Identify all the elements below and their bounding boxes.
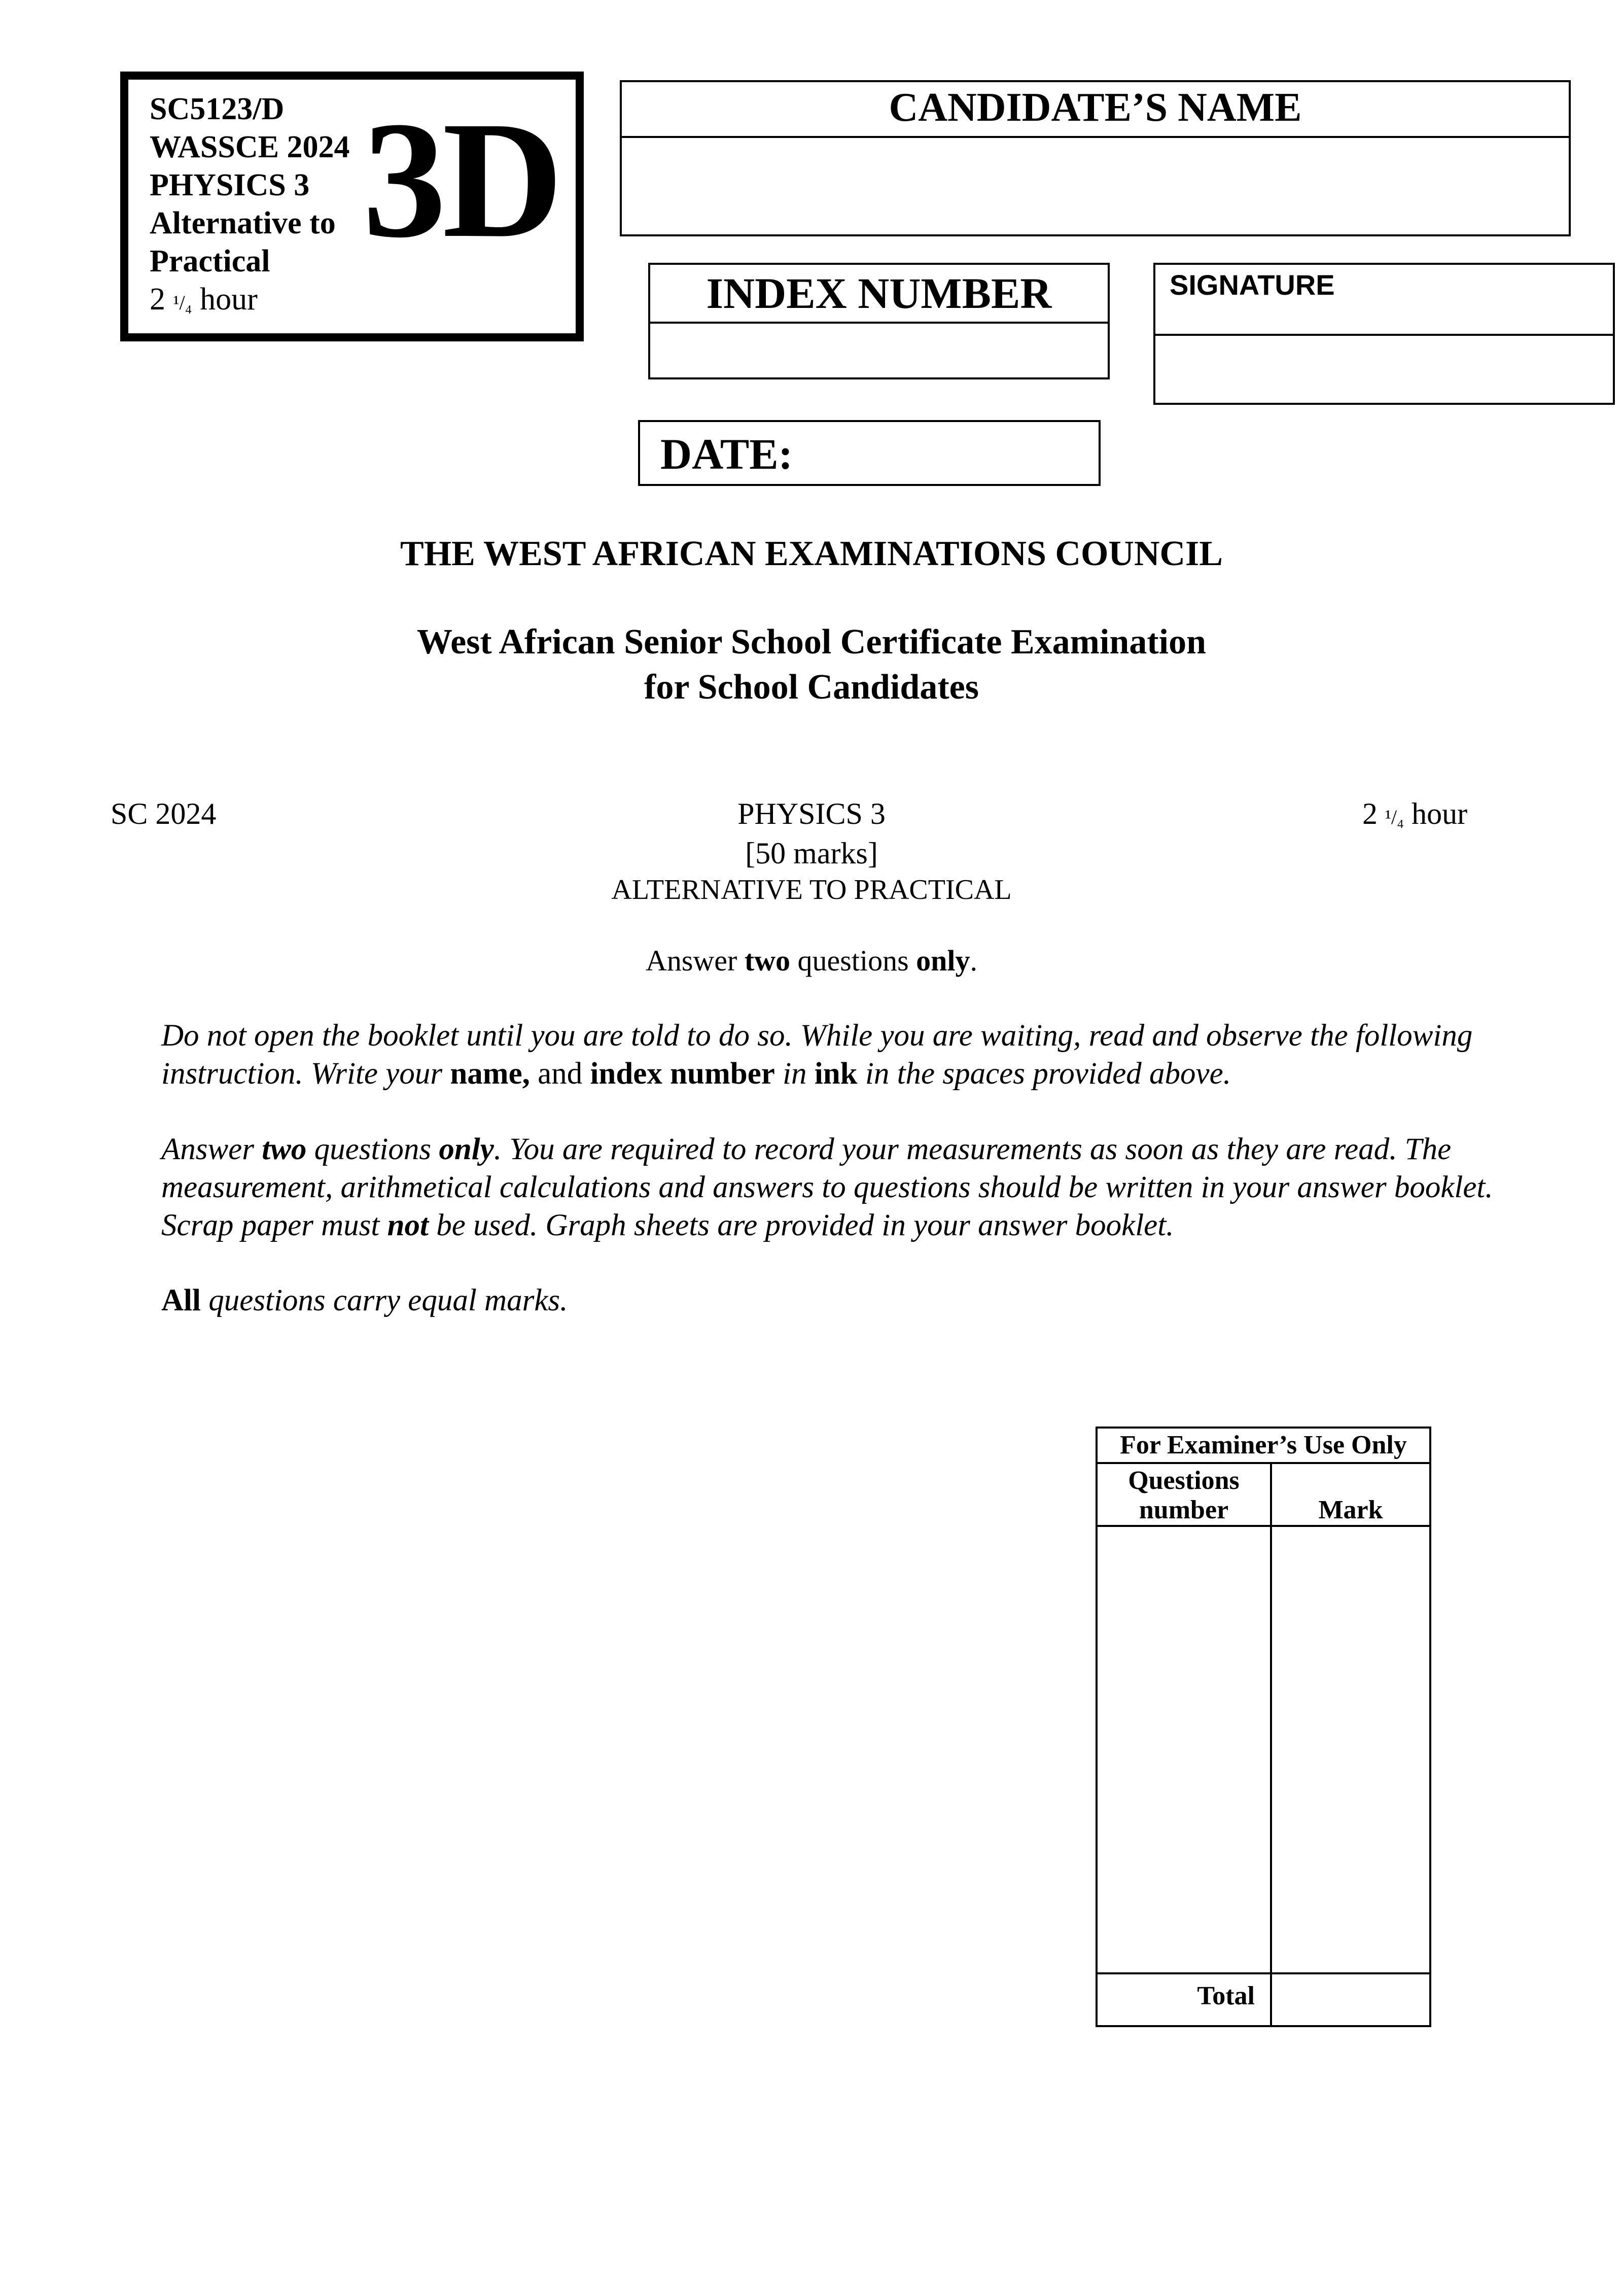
emphasis: All xyxy=(161,1283,201,1317)
questions-number-header xyxy=(1098,1466,1270,1525)
subject-title: PHYSICS 3 xyxy=(737,797,886,830)
exam-title-line2: for School Candidates xyxy=(644,668,979,707)
signature-box xyxy=(1153,263,1615,405)
column-divider xyxy=(1270,1464,1272,2025)
examiner-use-table xyxy=(1096,1427,1431,2027)
total-marks: [50 marks] xyxy=(745,837,878,870)
index-number-box xyxy=(648,263,1110,379)
text: in the spaces provided above. xyxy=(857,1057,1231,1091)
signature-field[interactable] xyxy=(1155,336,1613,403)
paper-type-line2: Practical xyxy=(150,244,270,279)
total-divider xyxy=(1098,1972,1429,1974)
examiner-table-title: For Examiner’s Use Only xyxy=(1098,1429,1429,1464)
text: Answer xyxy=(161,1132,262,1166)
duration-fraction: ¹/₄ xyxy=(1385,806,1404,828)
text: Answer xyxy=(645,944,745,977)
text: questions xyxy=(306,1132,439,1166)
candidate-name-box xyxy=(620,80,1571,236)
text: and xyxy=(538,1057,583,1091)
council-title: THE WEST AFRICAN EXAMINATIONS COUNCIL xyxy=(400,534,1223,573)
duration-unit: hour xyxy=(1412,797,1468,830)
date-field[interactable] xyxy=(638,420,1101,486)
text xyxy=(530,1057,538,1091)
emphasis: only xyxy=(439,1132,494,1166)
instruction-paragraph-2 xyxy=(161,1130,1531,1244)
text: Do not open the booklet until you are told to do so. While you are waiting, read and observe the following instruction. Write your xyxy=(161,1019,1473,1091)
emphasis: two xyxy=(744,944,791,977)
text: in xyxy=(774,1057,815,1091)
mark-header: Mark xyxy=(1318,1495,1383,1524)
text xyxy=(582,1057,590,1091)
duration-unit: hour xyxy=(200,282,258,317)
duration xyxy=(1362,796,1467,831)
emphasis: two xyxy=(262,1132,307,1166)
paper-type: ALTERNATIVE TO PRACTICAL xyxy=(611,874,1012,906)
header-line: Questions xyxy=(1128,1466,1240,1495)
text: questions carry equal marks. xyxy=(200,1283,568,1317)
answer-instruction xyxy=(0,944,1623,978)
paper-duration xyxy=(150,281,350,322)
emphasis: only xyxy=(916,944,970,977)
exam-year: WASSCE 2024 xyxy=(150,130,350,164)
paper-subject: PHYSICS 3 xyxy=(150,168,310,202)
emphasis: ink xyxy=(814,1057,858,1091)
total-label: Total xyxy=(1197,1981,1255,2010)
text: questions xyxy=(790,944,916,977)
index-number-field[interactable] xyxy=(650,324,1108,377)
instruction-paragraph-1 xyxy=(161,1017,1531,1093)
candidate-name-field[interactable] xyxy=(622,138,1569,234)
duration-fraction: ¹/₄ xyxy=(173,291,192,314)
text: be used. Graph sheets are provided in your answer booklet. xyxy=(429,1208,1174,1242)
index-number-label: INDEX NUMBER xyxy=(650,265,1108,324)
duration-whole: 2 xyxy=(1362,797,1378,830)
sc-year: SC 2024 xyxy=(111,797,217,830)
text: . You are required to record your measurements as soon as they are read. The measurement, arithmetical calculations and answers to questions should be written in your answer booklet. Scrap paper must xyxy=(161,1132,1493,1242)
paper-reference: SC5123/D xyxy=(150,92,285,126)
paper-details xyxy=(150,90,350,322)
emphasis: index number xyxy=(590,1057,775,1091)
header-divider xyxy=(1098,1525,1429,1527)
exam-title-line1: West African Senior School Certificate Examination xyxy=(416,622,1207,662)
signature-label: SIGNATURE xyxy=(1155,265,1613,336)
emphasis: not xyxy=(387,1208,429,1242)
text: . xyxy=(970,944,978,977)
instruction-paragraph-3 xyxy=(161,1281,1531,1319)
emphasis: name, xyxy=(450,1057,530,1091)
header-line: number xyxy=(1139,1495,1229,1524)
candidate-name-label: CANDIDATE’S NAME xyxy=(622,82,1569,138)
paper-type-line1: Alternative to xyxy=(150,206,336,240)
date-label: DATE: xyxy=(660,430,793,478)
duration-whole: 2 xyxy=(150,282,165,317)
paper-code-large: 3D xyxy=(363,87,559,272)
